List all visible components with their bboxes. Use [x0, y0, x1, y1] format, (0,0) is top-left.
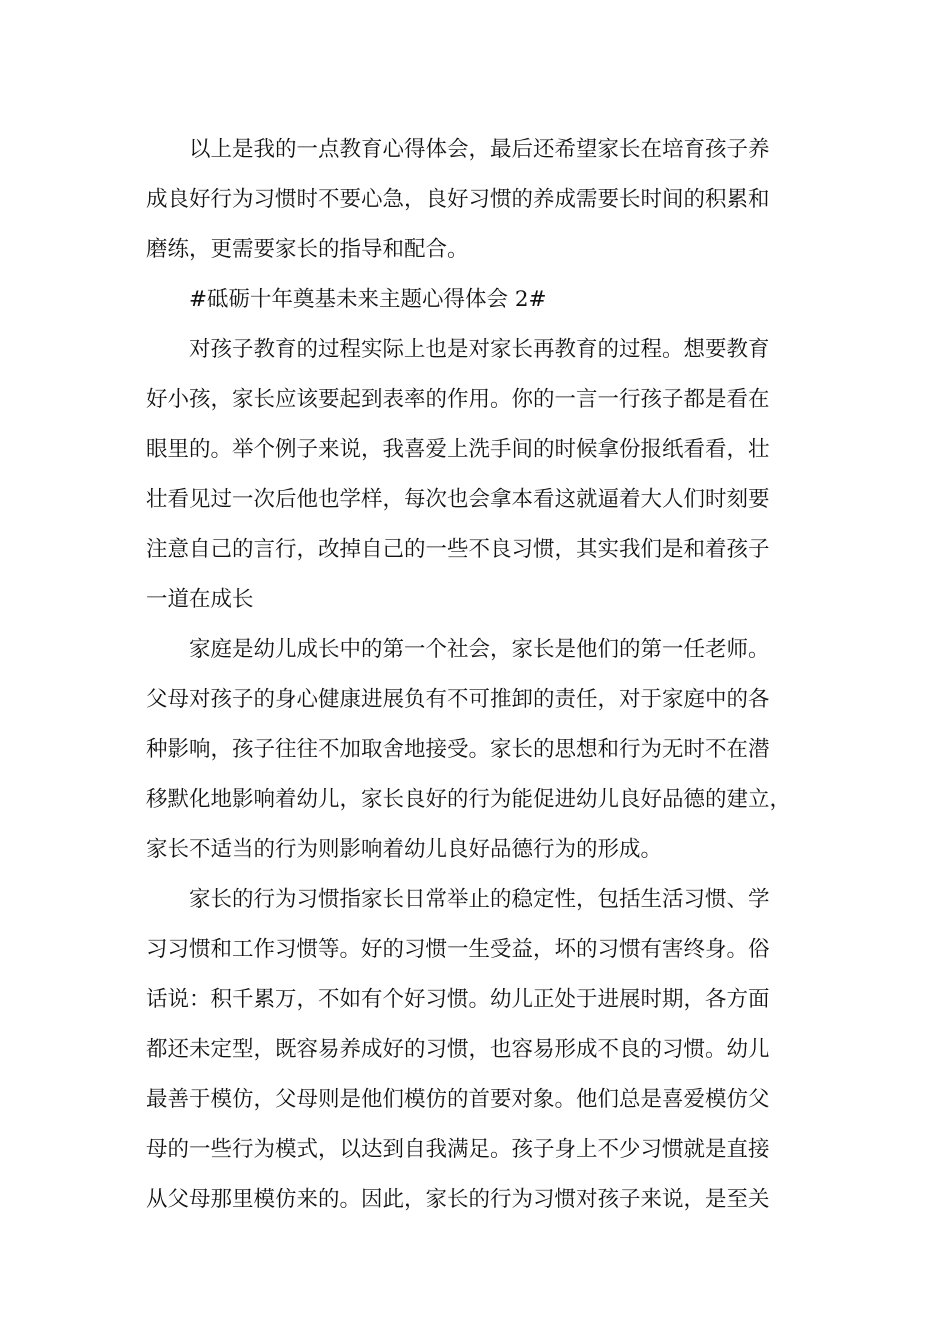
paragraph-parent-example	[146, 325, 822, 625]
text-line: 一道在成长	[146, 587, 254, 612]
text-line: 种影响，孩子往往不加取舍地接受。家长的思想和行为无时不在潜	[146, 737, 770, 762]
paragraph-behavior-habits	[146, 875, 822, 1225]
text-line: 成良好行为习惯时不要心急，良好习惯的养成需要长时间的积累和	[146, 187, 770, 212]
text-line: 家长不适当的行为则影响着幼儿良好品德行为的形成。	[146, 837, 663, 862]
text-line: 都还未定型，既容易养成好的习惯，也容易形成不良的习惯。幼儿	[146, 1037, 770, 1062]
text-line: 母的一些行为模式，以达到自我满足。孩子身上不少习惯就是直接	[146, 1137, 770, 1162]
paragraph-family-society	[146, 625, 822, 875]
section-heading	[146, 275, 822, 325]
text-line: 话说：积千累万，不如有个好习惯。幼儿正处于进展时期，各方面	[146, 987, 770, 1012]
section-heading-text: #砥砺十年奠基未来主题心得体会 2#	[189, 287, 547, 312]
paragraph-closing-remarks	[146, 125, 822, 275]
text-line: 最善于模仿，父母则是他们模仿的首要对象。他们总是喜爱模仿父	[146, 1087, 770, 1112]
text-line: 父母对孩子的身心健康进展负有不可推卸的责任，对于家庭中的各	[146, 687, 770, 712]
text-line: 磨练，更需要家长的指导和配合。	[146, 237, 469, 262]
text-line: 以上是我的一点教育心得体会，最后还希望家长在培育孩子养	[189, 137, 770, 162]
text-line: 习习惯和工作习惯等。好的习惯一生受益，坏的习惯有害终身。俗	[146, 937, 770, 962]
text-line: 从父母那里模仿来的。因此，家长的行为习惯对孩子来说，是至关	[146, 1187, 770, 1212]
text-line: 好小孩，家长应该要起到表率的作用。你的一言一行孩子都是看在	[146, 387, 770, 412]
text-line: 家庭是幼儿成长中的第一个社会，家长是他们的第一任老师。	[189, 637, 770, 662]
text-line: 眼里的。举个例子来说，我喜爱上洗手间的时候拿份报纸看看，壮	[146, 437, 770, 462]
text-line: 家长的行为习惯指家长日常举止的稳定性，包括生活习惯、学	[189, 887, 770, 912]
document-body	[146, 125, 822, 1225]
text-line: 移默化地影响着幼儿，家长良好的行为能促进幼儿良好品德的建立，	[146, 787, 792, 812]
text-line: 注意自己的言行，改掉自己的一些不良习惯，其实我们是和着孩子	[146, 537, 770, 562]
text-line: 壮看见过一次后他也学样，每次也会拿本看这就逼着大人们时刻要	[146, 487, 770, 512]
text-line: 对孩子教育的过程实际上也是对家长再教育的过程。想要教育	[189, 337, 770, 362]
